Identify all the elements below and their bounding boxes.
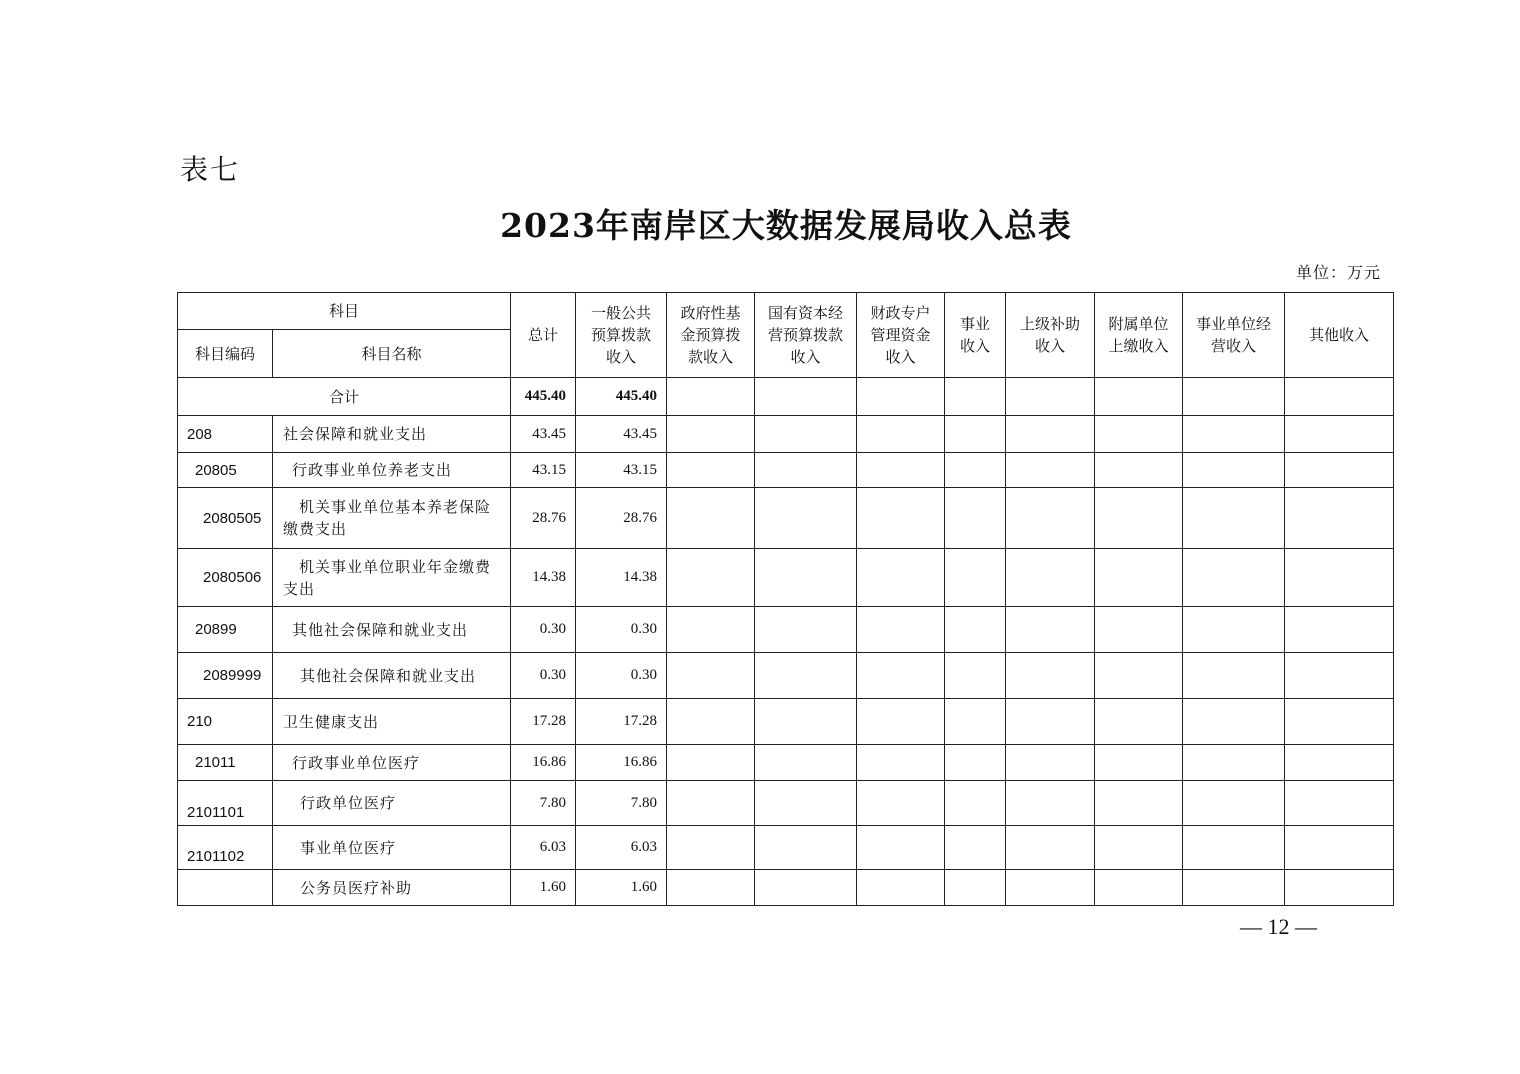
row-general: 17.28 xyxy=(576,699,667,745)
header-upper-subsidy: 上级补助 收入 xyxy=(1006,293,1095,378)
row-total: 28.76 xyxy=(511,488,576,549)
row-general: 43.45 xyxy=(576,416,667,453)
row-code: 20805 xyxy=(178,453,273,488)
table-row xyxy=(178,781,1394,826)
header-subject-code: 科目编码 xyxy=(178,330,273,378)
header-total: 总计 xyxy=(511,293,576,378)
summary-general: 445.40 xyxy=(576,378,667,416)
row-name: 事业单位医疗 xyxy=(273,826,511,870)
table-row xyxy=(178,607,1394,653)
row-code: 21011 xyxy=(178,745,273,781)
row-code: 2080505 xyxy=(178,488,273,549)
row-name: 行政单位医疗 xyxy=(273,781,511,826)
row-name: 卫生健康支出 xyxy=(273,699,511,745)
table-row xyxy=(178,488,1394,549)
document-title: 2023年南岸区大数据发展局收入总表 xyxy=(500,206,1072,245)
row-general: 6.03 xyxy=(576,826,667,870)
summary-label: 合计 xyxy=(178,378,511,416)
header-fiscal-special: 财政专户 管理资金 收入 xyxy=(857,293,945,378)
table-label: 表七 xyxy=(180,153,241,186)
row-general: 7.80 xyxy=(576,781,667,826)
row-code: 20899 xyxy=(178,607,273,653)
header-subject-name: 科目名称 xyxy=(273,330,511,378)
header-other-income: 其他收入 xyxy=(1285,293,1394,378)
row-name: 公务员医疗补助 xyxy=(273,870,511,906)
row-total: 43.45 xyxy=(511,416,576,453)
summary-row xyxy=(178,378,1394,416)
header-business-operation: 事业单位经 营收入 xyxy=(1183,293,1285,378)
page-number: — 12 — xyxy=(1240,914,1317,939)
table-row xyxy=(178,653,1394,699)
header-state-capital: 国有资本经 营预算拨款 收入 xyxy=(755,293,857,378)
row-total: 7.80 xyxy=(511,781,576,826)
header-gov-fund: 政府性基 金预算拨 款收入 xyxy=(667,293,755,378)
table-row xyxy=(178,699,1394,745)
row-name: 机关事业单位职业年金缴费支出 xyxy=(273,549,511,607)
row-total: 16.86 xyxy=(511,745,576,781)
row-name: 行政事业单位医疗 xyxy=(273,745,511,781)
row-code: 2080506 xyxy=(178,549,273,607)
row-code: 2101101 xyxy=(178,781,273,826)
row-code: 210 xyxy=(178,699,273,745)
header-general-budget: 一般公共 预算拨款 收入 xyxy=(576,293,667,378)
row-general: 14.38 xyxy=(576,549,667,607)
table-row xyxy=(178,870,1394,906)
header-business-income: 事业 收入 xyxy=(945,293,1006,378)
row-total: 0.30 xyxy=(511,607,576,653)
table-row xyxy=(178,549,1394,607)
row-total: 6.03 xyxy=(511,826,576,870)
table-row xyxy=(178,826,1394,870)
row-total: 17.28 xyxy=(511,699,576,745)
row-general: 28.76 xyxy=(576,488,667,549)
row-total: 14.38 xyxy=(511,549,576,607)
row-general: 0.30 xyxy=(576,653,667,699)
row-general: 0.30 xyxy=(576,607,667,653)
row-code xyxy=(178,870,273,906)
row-total: 43.15 xyxy=(511,453,576,488)
row-general: 43.15 xyxy=(576,453,667,488)
header-subject: 科目 xyxy=(178,293,511,330)
row-name: 其他社会保障和就业支出 xyxy=(273,607,511,653)
row-total: 0.30 xyxy=(511,653,576,699)
row-code: 208 xyxy=(178,416,273,453)
table-row xyxy=(178,416,1394,453)
row-name: 行政事业单位养老支出 xyxy=(273,453,511,488)
unit-note: 单位：万元 xyxy=(1296,263,1382,282)
row-code: 2101102 xyxy=(178,826,273,870)
row-name: 机关事业单位基本养老保险缴费支出 xyxy=(273,488,511,549)
row-total: 1.60 xyxy=(511,870,576,906)
row-general: 1.60 xyxy=(576,870,667,906)
header-affiliated: 附属单位 上缴收入 xyxy=(1095,293,1183,378)
row-general: 16.86 xyxy=(576,745,667,781)
summary-total: 445.40 xyxy=(511,378,576,416)
row-name: 社会保障和就业支出 xyxy=(273,416,511,453)
row-code: 2089999 xyxy=(178,653,273,699)
table-row xyxy=(178,453,1394,488)
income-summary-table xyxy=(177,292,1394,906)
table-row xyxy=(178,745,1394,781)
row-name: 其他社会保障和就业支出 xyxy=(273,653,511,699)
